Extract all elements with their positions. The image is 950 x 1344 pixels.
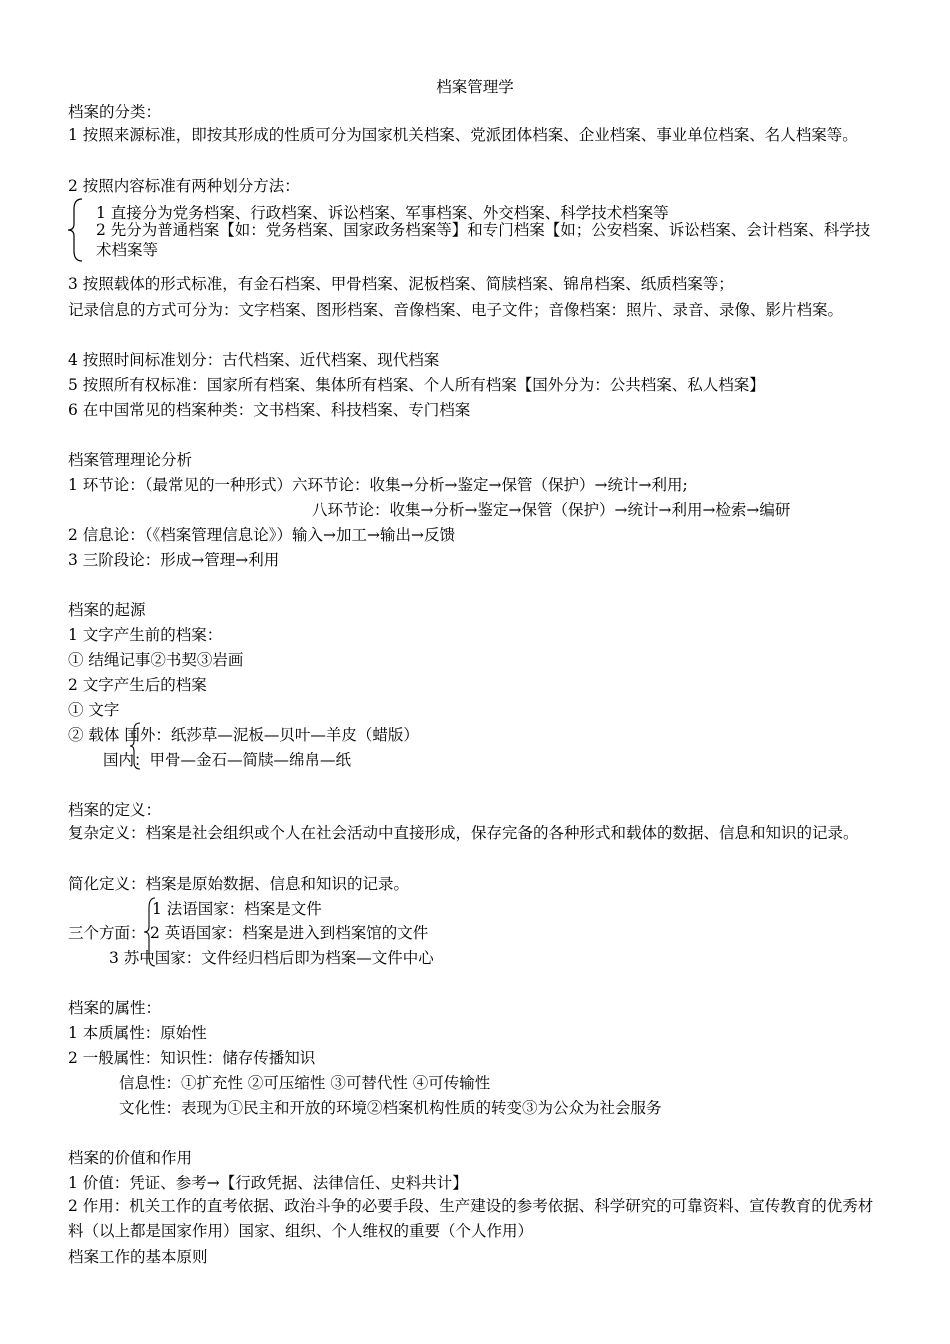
origin-item-1: 1 文字产生前的档案：	[68, 626, 223, 644]
theory-item-3: 3 三阶段论：形成→管理→利用	[68, 551, 280, 569]
definition-aspect-label: 三个方面：	[68, 924, 146, 942]
theory-item-1-eight-links: 八环节论：收集→分析→鉴定→保管（保护）→统计→利用→检索→编研	[312, 501, 791, 519]
document-title: 档案管理学	[436, 78, 514, 96]
attributes-item-1: 1 本质属性：原始性	[68, 1024, 207, 1042]
definition-aspect-3: 3 苏中国家：文件经归档后即为档案—文件中心	[109, 949, 434, 967]
left-brace-icon	[66, 197, 86, 263]
definition-simple: 简化定义：档案是原始数据、信息和知识的记录。	[68, 875, 410, 893]
classification-item-2: 2 按照内容标准有两种划分方法：	[68, 177, 300, 195]
theory-item-2: 2 信息论：（《档案管理信息论》）输入→加工→输出→反馈	[68, 526, 456, 544]
definition-aspect-1: 1 法语国家：档案是文件	[152, 900, 322, 918]
attributes-item-2-culture: 文化性：表现为①民主和开放的环境②档案机构性质的转变③为公众为社会服务	[119, 1099, 662, 1117]
classification-item-3: 3 按照载体的形式标准，有金石档案、甲骨档案、泥板档案、简牍档案、锦帛档案、纸质档案等；	[68, 275, 734, 293]
definition-heading: 档案的定义：	[68, 801, 162, 819]
classification-item-6: 6 在中国常见的档案种类：文书档案、科技档案、专门档案	[68, 401, 471, 419]
classification-item-3-continued: 记录信息的方式可分为：文字档案、图形档案、音像档案、电子文件；音像档案：照片、录音、录像、影片档案。	[68, 301, 844, 319]
definition-aspect-2: 2 英语国家：档案是进入到档案馆的文件	[150, 924, 429, 942]
attributes-heading: 档案的属性：	[68, 999, 162, 1017]
definition-complex: 复杂定义：档案是社会组织或个人在社会活动中直接形成，保存完备的各种形式和载体的数据、信息和知识的记录。	[68, 824, 859, 842]
value-item-1: 1 价值：凭证、参考→【行政凭据、法律信任、史料共计】	[68, 1174, 468, 1192]
classification-item-5: 5 按照所有权标准：国家所有档案、集体所有档案、个人所有档案【国外分为：公共档案、私人档案】	[68, 376, 765, 394]
origin-item-1-list: ① 结绳记事②书契③岩画	[68, 651, 244, 669]
principles-heading: 档案工作的基本原则	[68, 1248, 208, 1266]
theory-heading: 档案管理理论分析	[68, 451, 193, 469]
origin-heading: 档案的起源	[68, 601, 146, 619]
classification-item-1: 1 按照来源标准，即按其形成的性质可分为国家机关档案、党派团体档案、企业档案、事业单位档案、名人档案等。	[68, 126, 858, 144]
attributes-item-2: 2 一般属性：知识性：储存传播知识	[68, 1049, 316, 1067]
value-heading: 档案的价值和作用	[68, 1149, 193, 1167]
classification-item-2-sub-2: 2 先分为普通档案【如：党务档案、国家政务档案等】和专门档案【如；公安档案、诉讼档案、会计档案、科学技术档案等	[96, 221, 871, 259]
classification-item-2-sub-1: 1 直接分为党务档案、行政档案、诉讼档案、军事档案、外交档案、科学技术档案等	[96, 204, 669, 222]
origin-item-2-carrier: ② 载体 国外：纸莎草—泥板—贝叶—羊皮（蜡版）	[68, 726, 419, 744]
value-item-2: 2 作用：机关工作的直考依据、政治斗争的必要手段、生产建设的参考依据、科学研究的可靠资料、宣传教育的优秀材料（以上都是国家作用）国家、组织、个人维权的重要（个人作用）	[68, 1197, 874, 1240]
origin-item-2-domestic: 国内：甲骨—金石—简牍—绵帛—纸	[103, 751, 352, 769]
classification-item-4: 4 按照时间标准划分：古代档案、近代档案、现代档案	[68, 351, 440, 369]
origin-item-2-text: ① 文字	[68, 701, 120, 719]
classification-heading: 档案的分类：	[68, 103, 162, 121]
origin-item-2: 2 文字产生后的档案	[68, 676, 207, 694]
attributes-item-2-information: 信息性：①扩充性 ②可压缩性 ③可替代性 ④可传输性	[119, 1074, 491, 1092]
theory-item-1: 1 环节论：（最常见的一种形式）六环节论：收集→分析→鉴定→保管（保护）→统计→利用;	[68, 476, 688, 494]
